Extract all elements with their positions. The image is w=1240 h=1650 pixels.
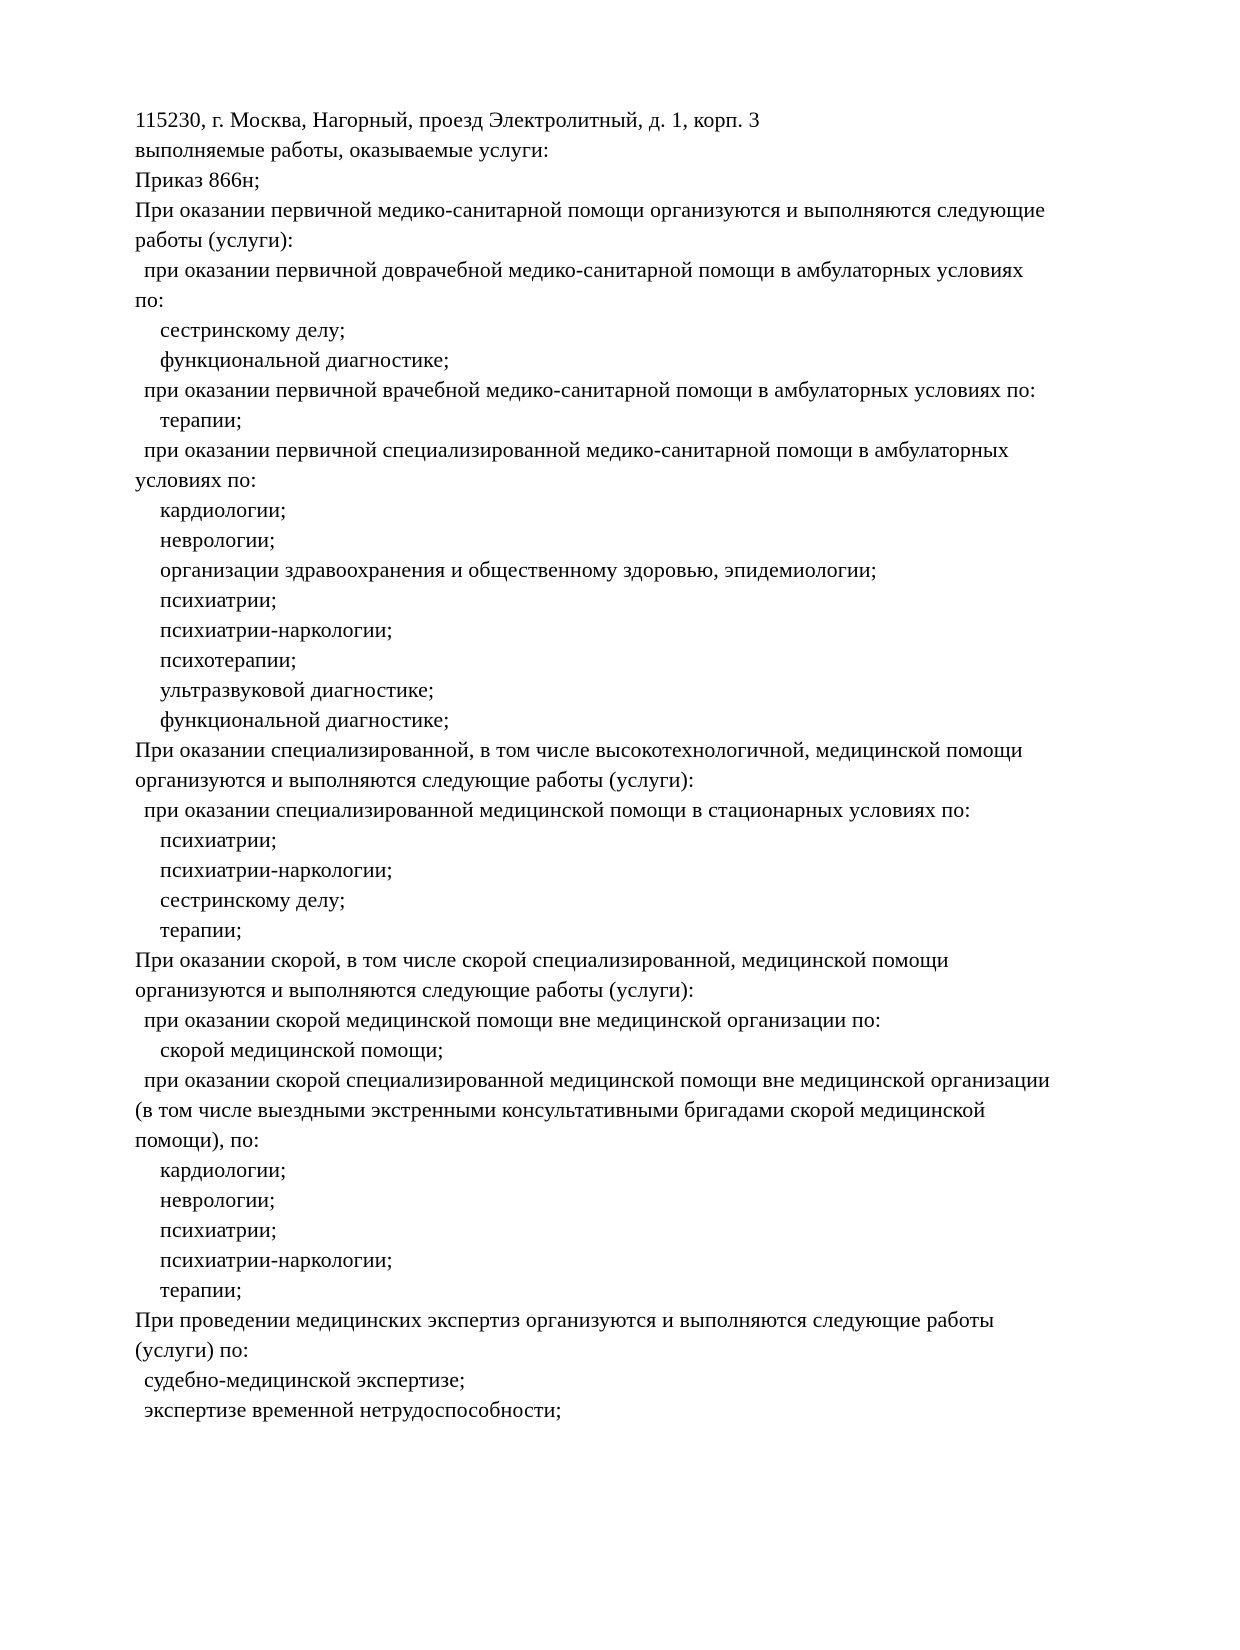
text-line: экспертизе временной нетрудоспособности;	[144, 1397, 562, 1422]
text-line: условиях по:	[135, 467, 257, 492]
text-line: (услуги) по:	[135, 1337, 249, 1362]
text-line: при оказании скорой специализированной медицинской помощи вне медицинской организации	[144, 1067, 1050, 1092]
text-line: психиатрии;	[160, 827, 277, 852]
text-line: психиатрии;	[160, 587, 277, 612]
text-line: терапии;	[160, 917, 243, 942]
license-works-services-text	[135, 105, 1185, 1425]
text-line: неврологии;	[160, 1187, 276, 1212]
text-line: работы (услуги):	[135, 227, 294, 252]
text-line: (в том числе выездными экстренными консультативными бригадами скорой медицинской	[135, 1097, 986, 1122]
text-line: организуются и выполняются следующие работы (услуги):	[135, 977, 695, 1002]
text-line: психиатрии-наркологии;	[160, 617, 393, 642]
text-line: Приказ 866н;	[135, 167, 261, 192]
text-line: При проведении медицинских экспертиз организуются и выполняются следующие работы	[135, 1307, 995, 1332]
text-line: скорой медицинской помощи;	[160, 1037, 444, 1062]
text-line: сестринскому делу;	[160, 317, 346, 342]
text-line: психиатрии-наркологии;	[160, 1247, 393, 1272]
text-line: психиатрии-наркологии;	[160, 857, 393, 882]
text-line: кардиологии;	[160, 497, 287, 522]
text-line: функциональной диагностике;	[160, 347, 450, 372]
text-line: сестринскому делу;	[160, 887, 346, 912]
text-line: при оказании первичной врачебной медико-санитарной помощи в амбулаторных условиях по:	[144, 377, 1036, 402]
text-line: функциональной диагностике;	[160, 707, 450, 732]
text-line: кардиологии;	[160, 1157, 287, 1182]
text-line: неврологии;	[160, 527, 276, 552]
text-line: При оказании первичной медико-санитарной помощи организуются и выполняются следующие	[135, 197, 1046, 222]
text-line: при оказании первичной доврачебной медико-санитарной помощи в амбулаторных условиях	[144, 257, 1024, 282]
text-line: психотерапии;	[160, 647, 297, 672]
text-line: выполняемые работы, оказываемые услуги:	[135, 137, 550, 162]
text-line: организуются и выполняются следующие работы (услуги):	[135, 767, 695, 792]
text-line: по:	[135, 287, 165, 312]
text-line: при оказании скорой медицинской помощи вне медицинской организации по:	[144, 1007, 882, 1032]
text-line: При оказании специализированной, в том числе высокотехнологичной, медицинской помощи	[135, 737, 1023, 762]
text-line: судебно-медицинской экспертизе;	[144, 1367, 466, 1392]
text-line: психиатрии;	[160, 1217, 277, 1242]
text-line: терапии;	[160, 1277, 243, 1302]
text-line: при оказании первичной специализированной медико-санитарной помощи в амбулаторных	[144, 437, 1009, 462]
text-line: при оказании специализированной медицинской помощи в стационарных условиях по:	[144, 797, 971, 822]
text-line: организации здравоохранения и общественному здоровью, эпидемиологии;	[160, 557, 877, 582]
text-line: помощи), по:	[135, 1127, 260, 1152]
text-line: При оказании скорой, в том числе скорой специализированной, медицинской помощи	[135, 947, 949, 972]
text-line: терапии;	[160, 407, 243, 432]
text-line: ультразвуковой диагностике;	[160, 677, 435, 702]
text-line: 115230, г. Москва, Нагорный, проезд Электролитный, д. 1, корп. 3	[135, 107, 760, 132]
